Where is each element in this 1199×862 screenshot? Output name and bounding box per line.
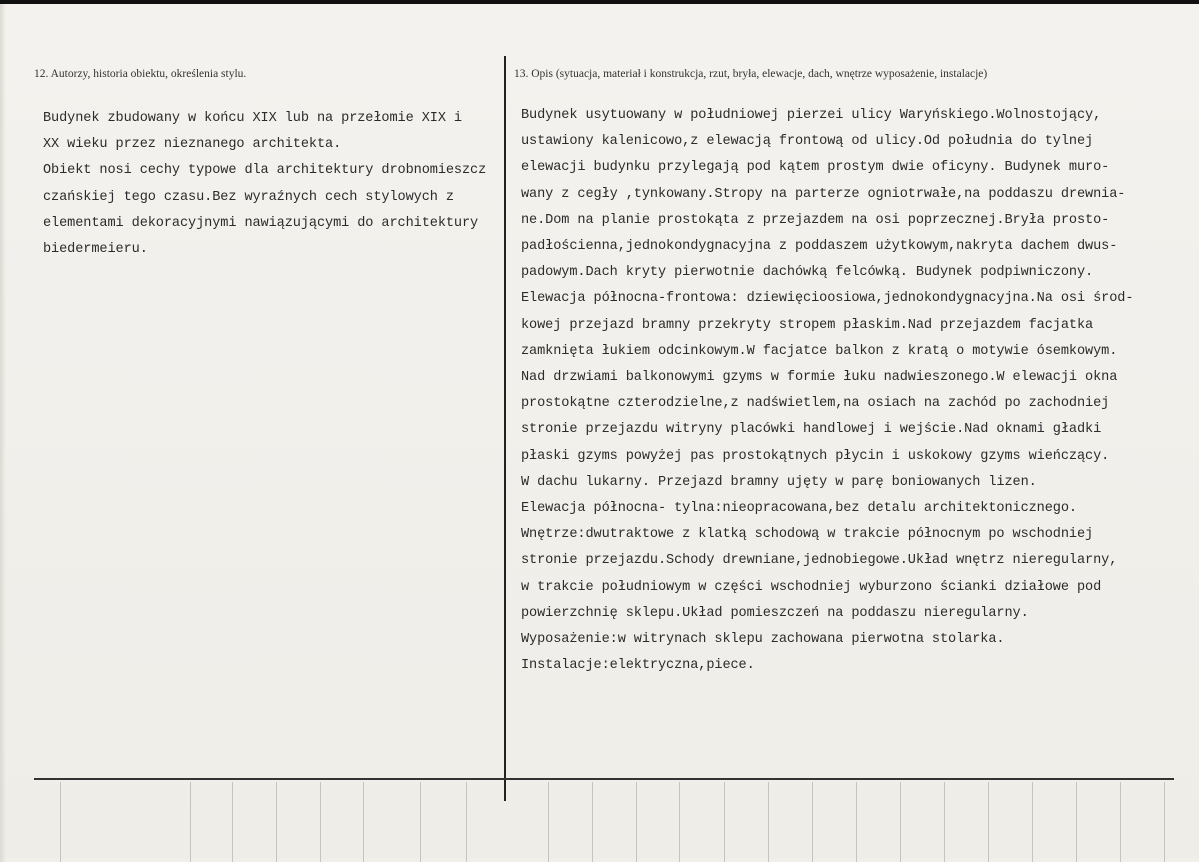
text-line: powierzchnię sklepu.Układ pomieszczeń na poddaszu nieregularny. (521, 605, 1029, 621)
page-edge-shadow (0, 4, 6, 862)
form-grid-line (190, 782, 191, 862)
text-line: Wyposażenie:w witrynach sklepu zachowana pierwotna stolarka. (521, 632, 1005, 648)
form-grid-line (944, 782, 945, 862)
text-line: Budynek usytuowany w południowej pierzei ulicy Waryńskiego.Wolnostojący, (521, 108, 1102, 123)
text-line: kowej przejazd bramny przekryty stropem płaskim.Nad przejazdem facjatka (521, 317, 1094, 333)
text-line: Obiekt nosi cechy typowe dla architektury drobnomieszcz (43, 163, 487, 179)
form-grid-line (856, 782, 857, 862)
text-line: XX wieku przez nieznanego architekta. (43, 137, 342, 153)
form-grid-line (232, 782, 233, 862)
text-line: padłościenna,jednokondygnacyjna z poddaszem użytkowym,nakryta dachem dwus- (521, 239, 1118, 255)
form-grid-line (320, 782, 321, 862)
form-grid-line (679, 782, 680, 862)
text-line: Elewacja północna-frontowa: dziewięcioosiowa,jednokondygnacyjna.Na osi środ- (521, 291, 1134, 307)
section-12-label: 12. Autorzy, historia obiektu, określenia stylu. (34, 68, 247, 80)
form-grid-line (900, 782, 901, 862)
form-grid-line (276, 782, 277, 862)
section-13-label: 13. Opis (sytuacja, materiał i konstrukcja, rzut, bryła, elewacje, dach, wnętrze wyposażenie, instalacje) (514, 68, 988, 80)
form-grid-line (724, 782, 725, 862)
text-line: płaski gzyms powyżej pas prostokątnych płycin i uskokowy gzyms wieńczący. (521, 448, 1110, 464)
text-line: padowym.Dach kryty pierwotnie dachówką felcówką. Budynek podpiwniczony. (521, 265, 1094, 281)
form-grid-line (1076, 782, 1077, 862)
text-line: elewacji budynku przylegają pod kątem prostym dwie oficyny. Budynek muro- (521, 160, 1110, 176)
form-grid-line (60, 782, 61, 862)
text-line: czańskiej tego czasu.Bez wyraźnych cech stylowych z (43, 189, 454, 205)
text-line: stronie przejazdu.Schody drewniane,jednobiegowe.Układ wnętrz nieregularny, (521, 553, 1118, 569)
text-line: ne.Dom na planie prostokąta z przejazdem na osi poprzecznej.Bryła prosto- (521, 212, 1110, 228)
text-line: Instalacje:elektryczna,piece. (521, 658, 755, 674)
form-grid-line (466, 782, 467, 862)
text-line: biedermeieru. (43, 242, 148, 258)
form-grid-line (768, 782, 769, 862)
text-line: prostokątne czterodzielne,z nadświetlem,na osiach na zachód po zachodniej (521, 396, 1110, 412)
text-line: stronie przejazdu witryny placówki handlowej i wejście.Nad oknami gładki (521, 422, 1102, 438)
text-line: Wnętrze:dwutraktowe z klatką schodową w trakcie północnym po wschodniej (521, 527, 1094, 543)
text-line: zamknięta łukiem odcinkowym.W facjatce balkon z kratą o motywie ósemkowym. (521, 343, 1118, 359)
text-line: Budynek zbudowany w końcu XIX lub na przełomie XIX i (43, 111, 462, 126)
authors-history-text (43, 106, 498, 263)
form-grid-line (1120, 782, 1121, 862)
form-grid-line (363, 782, 364, 862)
form-grid-line (592, 782, 593, 862)
description-text (521, 103, 1181, 679)
form-grid-line (548, 782, 549, 862)
form-grid-line (812, 782, 813, 862)
form-grid-line (420, 782, 421, 862)
form-grid-line (988, 782, 989, 862)
text-line: wany z cegły ,tynkowany.Stropy na parterze ogniotrwałe,na poddaszu drewnia- (521, 186, 1126, 202)
text-line: W dachu lukarny. Przejazd bramny ujęty w parę boniowanych lizen. (521, 474, 1037, 490)
form-grid-line (1032, 782, 1033, 862)
text-line: w trakcie południowym w części wschodniej wyburzono ścianki działowe pod (521, 579, 1102, 595)
bottom-rule (34, 778, 1174, 780)
column-divider (504, 56, 506, 801)
text-line: Nad drzwiami balkonowymi gzyms w formie łuku nadwieszonego.W elewacji okna (521, 370, 1118, 386)
form-grid-line (636, 782, 637, 862)
text-line: elementami dekoracyjnymi nawiązującymi do architektury (43, 215, 479, 231)
text-line: Elewacja północna- tylna:nieopracowana,bez detalu architektonicznego. (521, 501, 1077, 517)
text-line: ustawiony kalenicowo,z elewacją frontową od ulicy.Od południa do tylnej (521, 134, 1094, 150)
form-grid-line (1164, 782, 1165, 862)
